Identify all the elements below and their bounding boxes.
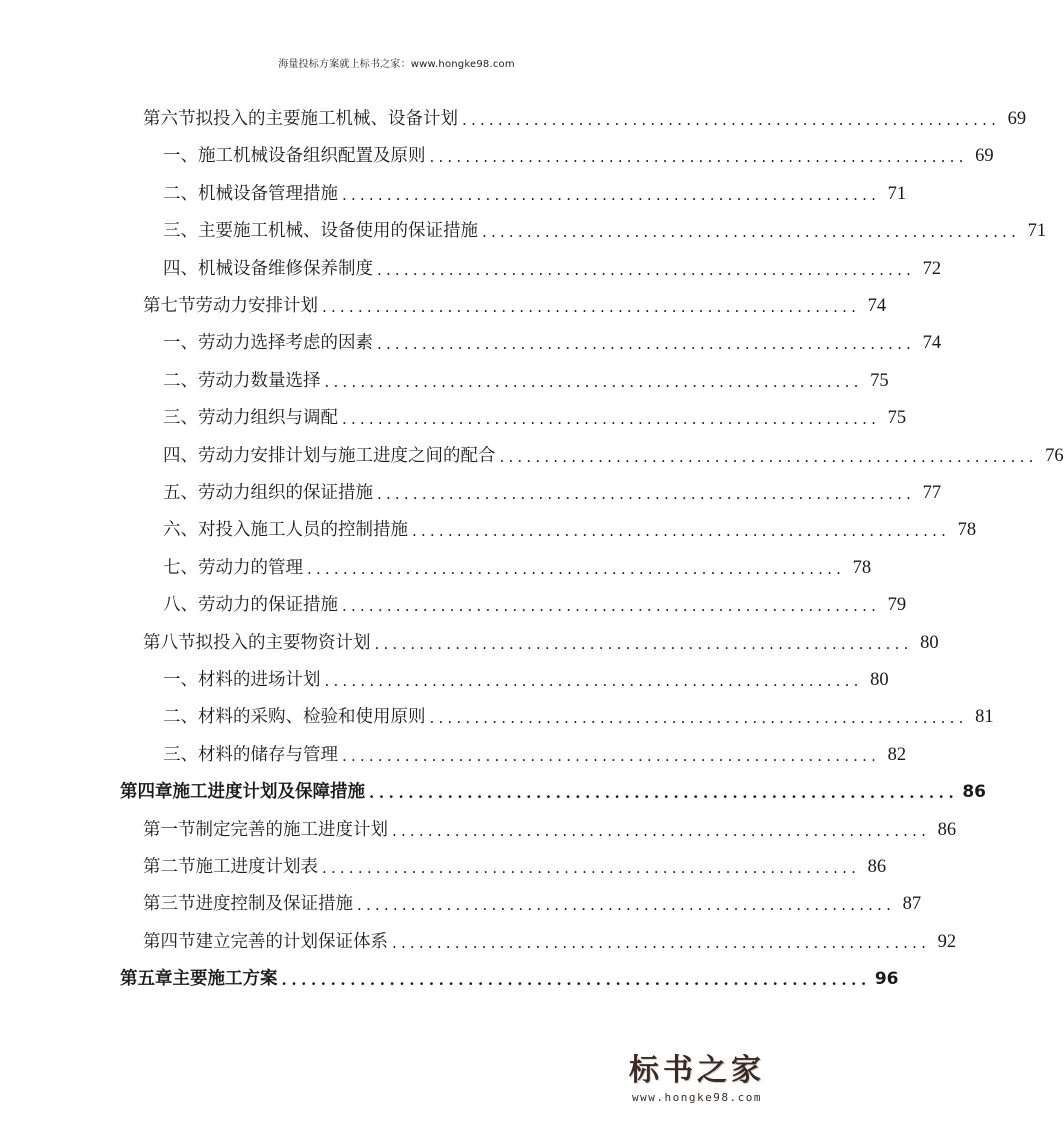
toc-entry-page-number: 72 (922, 258, 942, 279)
toc-entry-title: 主要施工方案 (172, 969, 278, 990)
toc-entry-number: 四、 (163, 258, 198, 279)
toc-entry-title: 劳动力的管理 (198, 557, 303, 578)
toc-dot-leader: ............................................................ (324, 372, 863, 391)
toc-entry-page-number: 79 (887, 595, 907, 616)
brand-url: www.hongke98.com (632, 1091, 762, 1104)
toc-entry-number: 三、 (163, 408, 198, 429)
toc-entry-page-number: 80 (920, 632, 939, 653)
toc-dot-leader: ............................................................ (429, 148, 968, 167)
toc-entry[interactable] (163, 698, 994, 728)
toc-dot-leader: ............................................................ (462, 111, 1001, 129)
toc-dot-leader: ............................................................ (392, 821, 931, 840)
brand-logo: 标书之家 (629, 1053, 765, 1088)
toc-entry-number: 第五章 (120, 969, 173, 990)
toc-entry-title: 制定完善的施工进度计划 (195, 819, 388, 840)
toc-entry[interactable] (163, 661, 889, 691)
toc-entry-title: 进度控制及保证措施 (195, 894, 353, 915)
toc-entry-number: 第六节 (143, 109, 196, 129)
toc-entry[interactable] (143, 923, 957, 953)
toc-entry[interactable] (163, 212, 1047, 242)
toc-entry[interactable] (143, 811, 957, 841)
toc-entry-number: 一、 (163, 333, 198, 354)
toc-entry-page-number: 86 (937, 819, 957, 840)
toc-entry[interactable] (143, 624, 939, 654)
toc-dot-leader: ............................................................ (412, 522, 951, 541)
toc-entry-page-number: 71 (887, 183, 907, 204)
toc-dot-leader: ............................................................ (429, 709, 968, 728)
toc-entry[interactable] (120, 960, 899, 990)
toc-dot-leader: ............................................................ (392, 933, 931, 952)
toc-entry[interactable] (163, 437, 1064, 467)
toc-dot-leader: ............................................................ (342, 410, 881, 429)
toc-entry-number: 七、 (163, 557, 198, 578)
toc-entry-page-number: 87 (902, 894, 922, 915)
toc-entry[interactable] (143, 100, 1027, 130)
toc-entry-title: 劳动力选择考虑的因素 (198, 333, 373, 354)
toc-entry-page-number: 92 (937, 931, 957, 952)
toc-entry-number: 第四节 (143, 931, 196, 952)
toc-dot-leader: ............................................................ (307, 559, 846, 578)
toc-entry[interactable] (143, 885, 922, 915)
toc-entry-page-number: 77 (922, 483, 942, 503)
toc-entry-number: 三、 (163, 221, 198, 242)
toc-entry[interactable] (120, 773, 987, 803)
toc-dot-leader: ............................................................ (342, 185, 881, 204)
toc-entry-number: 第三节 (143, 894, 196, 915)
toc-entry[interactable] (163, 175, 907, 205)
toc-dot-leader: ............................................................ (281, 971, 871, 990)
toc-entry-number: 第四章 (120, 782, 173, 803)
toc-entry-title: 对投入施工人员的控制措施 (198, 520, 408, 541)
toc-dot-leader: ............................................................ (377, 485, 916, 503)
toc-entry-number: 二、 (163, 707, 198, 728)
toc-entry-page-number: 75 (887, 408, 907, 429)
toc-entry-title: 材料的进场计划 (198, 670, 321, 690)
toc-entry[interactable] (143, 287, 887, 317)
toc-entry-page-number: 80 (870, 670, 889, 690)
toc-entry[interactable] (163, 399, 907, 429)
toc-entry-title: 拟投入的主要施工机械、设备计划 (195, 109, 458, 129)
toc-entry-page-number: 82 (887, 744, 907, 765)
toc-entry-page-number: 86 (962, 782, 987, 803)
toc-entry-number: 二、 (163, 183, 198, 204)
toc-dot-leader: ............................................................ (342, 597, 881, 616)
toc-entry-title: 材料的采购、检验和使用原则 (198, 707, 426, 728)
toc-entry-title: 劳动力组织与调配 (198, 408, 338, 429)
header-banner: 海量投标方案就上标书之家：www.hongke98.com (278, 59, 515, 70)
toc-entry[interactable] (163, 736, 907, 766)
toc-entry-title: 劳动力数量选择 (198, 370, 321, 391)
toc-entry-number: 第八节 (143, 632, 196, 653)
toc-dot-leader: ............................................................ (374, 634, 913, 653)
toc-entry-number: 八、 (163, 595, 198, 616)
toc-entry[interactable] (163, 549, 872, 579)
toc-dot-leader: ............................................................ (322, 859, 861, 877)
toc-entry-number: 四、 (163, 445, 198, 466)
toc-dot-leader: ............................................................ (482, 223, 1021, 242)
toc-entry[interactable] (163, 250, 942, 280)
toc-entry-title: 材料的储存与管理 (198, 744, 338, 765)
toc-dot-leader: ............................................................ (377, 260, 916, 279)
toc-entry-title: 机械设备管理措施 (198, 183, 338, 204)
toc-entry[interactable] (163, 586, 907, 616)
toc-entry-page-number: 74 (922, 333, 942, 354)
toc-entry-title: 劳动力组织的保证措施 (198, 483, 373, 503)
toc-entry-title: 主要施工机械、设备使用的保证措施 (198, 221, 478, 242)
toc-entry[interactable] (163, 474, 942, 504)
toc-dot-leader: ............................................................ (357, 896, 896, 915)
toc-entry-page-number: 76 (1045, 445, 1064, 466)
brand-watermark (629, 1055, 765, 1104)
toc-entry-page-number: 75 (870, 370, 889, 391)
toc-entry-number: 三、 (163, 744, 198, 765)
toc-entry-page-number: 78 (957, 520, 977, 541)
toc-dot-leader: ............................................................ (499, 447, 1038, 466)
toc-entry[interactable] (163, 511, 977, 541)
toc-entry-title: 拟投入的主要物资计划 (195, 632, 371, 653)
toc-entry-page-number: 78 (852, 557, 872, 578)
toc-entry-page-number: 96 (874, 969, 899, 990)
toc-entry-number: 第二节 (143, 857, 196, 877)
toc-entry-number: 第一节 (143, 819, 196, 840)
toc-entry-number: 五、 (163, 483, 198, 503)
toc-entry[interactable] (163, 362, 889, 392)
toc-entry-page-number: 74 (867, 296, 887, 316)
toc-entry-page-number: 69 (975, 146, 994, 167)
toc-dot-leader: ............................................................ (342, 746, 881, 765)
toc-dot-leader: ............................................................ (324, 672, 863, 690)
toc-dot-leader: ............................................................ (377, 335, 916, 354)
toc-entry-page-number: 71 (1027, 221, 1047, 242)
toc-entry-number: 第七节 (143, 296, 196, 316)
toc-entry-title: 劳动力安排计划与施工进度之间的配合 (198, 445, 496, 466)
toc-entry[interactable] (163, 137, 994, 167)
toc-entry-title: 劳动力安排计划 (195, 296, 318, 316)
toc-dot-leader: ............................................................ (369, 784, 959, 803)
toc-entry-page-number: 81 (975, 707, 994, 728)
toc-entry-title: 施工机械设备组织配置及原则 (198, 146, 426, 167)
toc-entry-title: 施工进度计划及保障措施 (172, 782, 365, 803)
toc-entry-title: 劳动力的保证措施 (198, 595, 338, 616)
toc-entry-number: 一、 (163, 146, 198, 167)
toc-entry-page-number: 86 (867, 857, 887, 877)
toc-entry-number: 二、 (163, 370, 198, 391)
toc-entry[interactable] (143, 848, 887, 878)
toc-entry-page-number: 69 (1007, 109, 1027, 129)
toc-entry-number: 一、 (163, 670, 198, 690)
toc-entry-number: 六、 (163, 520, 198, 541)
toc-dot-leader: ............................................................ (322, 298, 861, 316)
toc-entry[interactable] (163, 324, 942, 354)
toc-entry-title: 建立完善的计划保证体系 (195, 931, 388, 952)
toc-entry-title: 施工进度计划表 (195, 857, 318, 877)
toc-entry-title: 机械设备维修保养制度 (198, 258, 373, 279)
